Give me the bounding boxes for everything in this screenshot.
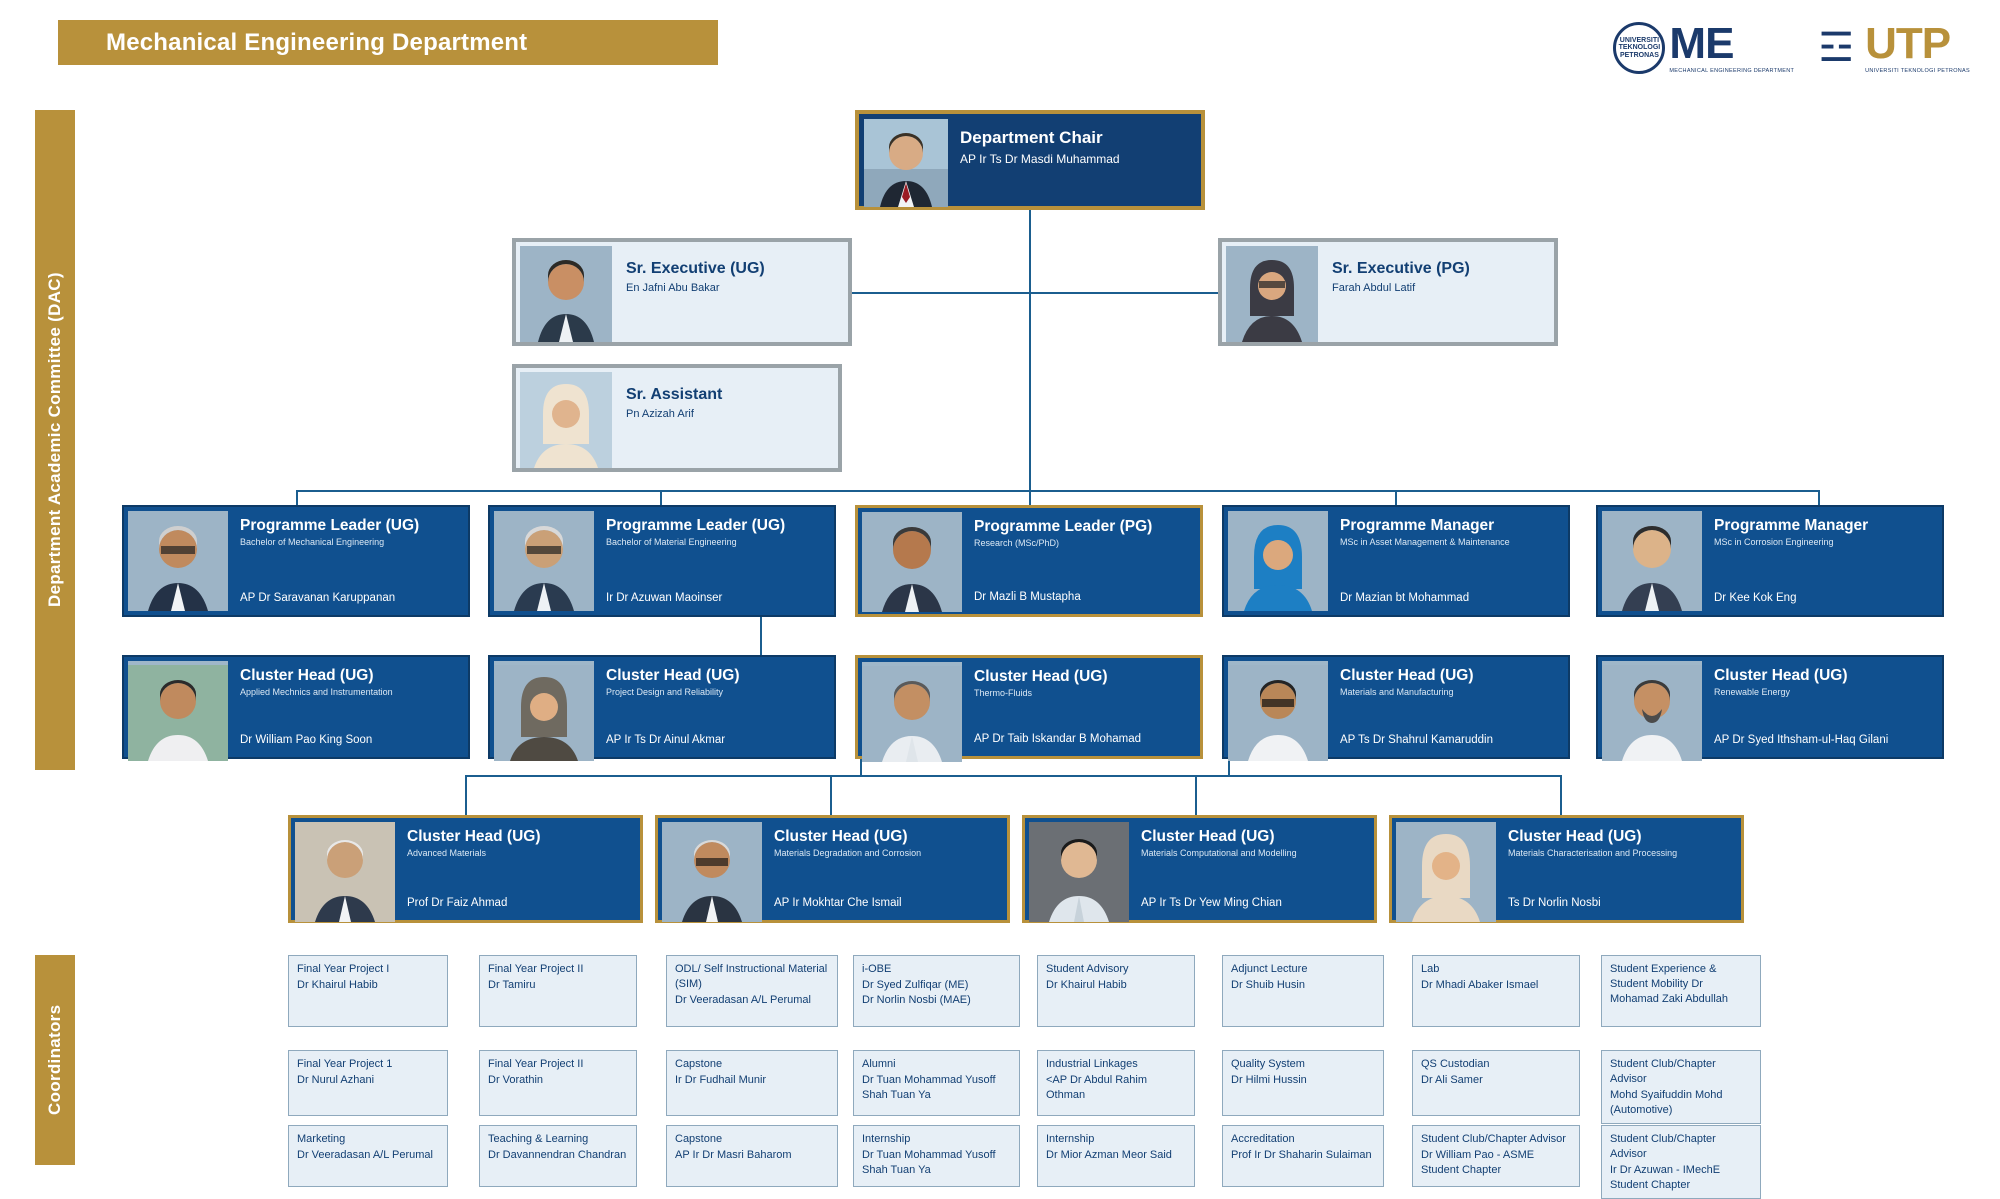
utp-logo [1812,19,1970,74]
connector-leader-1 [296,490,298,506]
card-role: Programme Leader (UG) [606,517,786,534]
connector-ch2-2 [830,775,832,815]
card-name: AP Ir Mokhtar Che Ismail [774,897,902,910]
avatar [128,511,228,611]
avatar [1228,511,1328,611]
person-photo-icon [1228,665,1328,761]
card-name: Pn Azizah Arif [626,407,694,420]
card-sr-executive-pg[interactable] [1218,238,1558,346]
connector-leader-4 [1395,490,1397,506]
card-department-chair[interactable] [855,110,1205,210]
coordinator-box[interactable] [666,1125,838,1187]
card-desc: MSc in Asset Management & Maintenance [1340,537,1510,548]
me-logo-subtitle: MECHANICAL ENGINEERING DEPARTMENT [1669,68,1795,74]
avatar [1226,246,1318,342]
card-desc: Research (MSc/PhD) [974,538,1060,549]
person-photo-icon [862,666,962,762]
coordinator-person: Dr Shuib Husin [1231,978,1305,991]
card-role: Sr. Executive (PG) [1332,260,1470,277]
connector-chair-to-row [1029,292,1031,492]
card-desc: MSc in Corrosion Engineering [1714,537,1834,548]
coordinator-title: Student Club/Chapter Advisor [1421,1133,1566,1145]
connector-chair-to-srexec-ug [852,292,1029,294]
card-desc: Applied Mechnics and Instrumentation [240,687,393,698]
coordinator-title: Capstone [675,1058,723,1070]
connector-leader-2 [660,490,662,506]
page-title: Mechanical Engineering Department [106,28,528,56]
coordinator-title: Student Club/Chapter Advisor [1610,1133,1716,1160]
card-desc: Materials and Manufacturing [1340,687,1454,698]
coordinator-person: Dr Norlin Nosbi (MAE) [862,993,971,1006]
card-programme-manager-2[interactable] [1596,505,1944,617]
card-name: Dr Mazli B Mustapha [974,591,1081,604]
person-photo-icon [1396,822,1496,922]
coordinator-person: Dr Hilmi Hussin [1231,1073,1307,1086]
utp-logo-subtitle: UNIVERSITI TEKNOLOGI PETRONAS [1865,68,1970,74]
connector-leader-5 [1818,490,1820,506]
avatar [864,119,948,207]
card-name: Farah Abdul Latif [1332,281,1416,294]
coordinator-title: Lab [1421,963,1440,975]
utp-mark-icon: ☲ [1818,26,1855,70]
person-photo-icon [862,512,962,612]
coordinator-box[interactable] [1037,1125,1195,1187]
card-name: AP Ir Ts Dr Masdi Muhammad [960,151,1120,166]
person-photo-icon [1602,511,1702,611]
person-photo-icon [520,372,612,468]
person-photo-icon [662,822,762,922]
coordinator-person: Ir Dr Fudhail Munir [675,1073,767,1086]
card-role: Cluster Head (UG) [1508,828,1642,845]
me-logo-text: ME [1669,19,1734,68]
coordinator-box[interactable] [1412,955,1580,1027]
avatar [520,246,612,342]
coordinator-title: Adjunct Lecture [1231,963,1308,975]
card-role: Programme Leader (PG) [974,518,1153,535]
person-photo-icon [1602,665,1702,761]
coordinator-title: Final Year Project I [297,963,390,975]
petronas-seal-icon [1613,22,1665,74]
coordinator-box[interactable] [853,1050,1020,1116]
coordinator-box[interactable] [1222,1050,1384,1116]
card-programme-leader-3[interactable] [855,505,1203,617]
card-role: Programme Leader (UG) [240,517,420,534]
avatar [862,512,962,612]
coordinators-banner-label: Coordinators [45,1004,64,1116]
coordinator-box[interactable] [666,955,838,1027]
person-photo-icon [128,665,228,761]
card-sr-assistant[interactable] [512,364,842,472]
coordinator-box[interactable] [1601,1125,1761,1199]
card-name: AP Ir Ts Dr Yew Ming Chian [1141,897,1282,910]
coordinator-title: Teaching & Learning [488,1133,589,1145]
coordinator-title: Accreditation [1231,1133,1295,1145]
card-desc: Bachelor of Mechanical Engineering [240,537,385,548]
avatar [1029,822,1129,922]
coordinator-box[interactable] [853,955,1020,1027]
coordinator-title: Marketing [297,1133,346,1145]
card-desc: Materials Degradation and Corrosion [774,848,922,859]
person-photo-icon [494,511,594,611]
card-role: Sr. Executive (UG) [626,260,765,277]
card-name: Dr William Pao King Soon [240,734,373,747]
coordinator-person: <AP Dr Abdul Rahim Othman [1046,1073,1147,1101]
avatar [494,661,594,761]
avatar [1602,511,1702,611]
coordinator-box[interactable] [1222,955,1384,1027]
card-role: Programme Manager [1714,517,1869,534]
person-photo-icon [520,246,612,342]
card-name: Dr Mazian bt Mohammad [1340,592,1470,605]
card-cluster-head-1[interactable] [122,655,470,759]
card-cluster-head-7[interactable] [655,815,1010,923]
coordinator-title: Industrial Linkages [1046,1058,1138,1070]
avatar [662,822,762,922]
coordinator-person: Dr Khairul Habib [1046,978,1127,991]
card-name: Ts Dr Norlin Nosbi [1508,897,1601,910]
coordinator-title: Alumni [862,1058,896,1070]
card-cluster-head-8[interactable] [1022,815,1377,923]
coordinator-person: Dr Ali Samer [1421,1073,1483,1086]
connector-chair-to-srexec-pg [1029,292,1218,294]
coordinator-box[interactable] [288,955,448,1027]
avatar [1396,822,1496,922]
coordinator-title: Internship [1046,1133,1095,1145]
dac-banner-label: Department Academic Committee (DAC) [45,272,64,608]
card-role: Cluster Head (UG) [407,828,541,845]
connector-pl2-to-ch [760,617,762,657]
card-role: Cluster Head (UG) [606,667,740,684]
card-name: AP Ir Ts Dr Ainul Akmar [606,734,726,747]
coordinator-box[interactable] [666,1050,838,1116]
coordinator-person: Dr Veeradasan A/L Perumal [297,1148,433,1161]
coordinator-title: ODL/ Self Instructional Material (SIM) [675,963,828,990]
coordinator-box[interactable] [1412,1050,1580,1116]
card-name: AP Ts Dr Shahrul Kamaruddin [1340,734,1493,747]
card-programme-leader-1[interactable] [122,505,470,617]
connector-ch2-1 [465,775,467,815]
coordinator-box[interactable] [1037,1050,1195,1116]
connector-ch2-4 [1560,775,1562,815]
connector-ch-down-b [1228,759,1230,775]
coordinator-person: Dr Tuan Mohammad Yusoff Shah Tuan Ya [862,1148,996,1176]
coordinator-person: Prof Ir Dr Shaharin Sulaiman [1231,1148,1372,1161]
card-desc: Project Design and Reliability [606,687,724,698]
person-photo-icon [494,665,594,761]
coordinator-title: Final Year Project II [488,1058,584,1070]
connector-leader-3 [1029,490,1031,506]
card-name: Prof Dr Faiz Ahmad [407,897,508,910]
card-desc: Thermo-Fluids [974,688,1033,699]
page-title-bar [58,20,718,65]
coordinator-box[interactable] [1601,955,1761,1027]
coordinator-person: Dr William Pao - ASME Student Chapter [1421,1148,1535,1176]
card-role: Department Chair [960,128,1103,147]
card-role: Cluster Head (UG) [1141,828,1275,845]
card-desc: Bachelor of Material Engineering [606,537,737,548]
coordinator-title: Final Year Project 1 [297,1058,393,1070]
coordinator-person: Dr Mior Azman Meor Said [1046,1148,1172,1161]
coordinator-box[interactable] [479,955,637,1027]
coordinator-box[interactable] [1412,1125,1580,1187]
card-role: Cluster Head (UG) [240,667,374,684]
coordinator-person: Dr Tuan Mohammad Yusoff Shah Tuan Ya [862,1073,996,1101]
coordinator-person: Dr Veeradasan A/L Perumal [675,993,811,1006]
card-sr-executive-ug[interactable] [512,238,852,346]
avatar [295,822,395,922]
coordinator-title: i-OBE [862,963,892,975]
coordinator-title: Student Club/Chapter Advisor [1610,1058,1716,1085]
coordinator-title: Internship [862,1133,911,1145]
logo-group [1613,19,1970,74]
avatar [128,661,228,761]
connector-ch2-bus [465,775,1560,777]
coordinator-box[interactable] [479,1125,637,1187]
avatar [862,662,962,762]
card-cluster-head-4[interactable] [1222,655,1570,759]
person-photo-icon [864,119,948,207]
card-desc: Advanced Materials [407,848,487,859]
coordinator-title: Student Experience & Student Mobility Dr Mohamad Zaki Abdullah [1610,963,1729,1005]
coordinator-person: Dr Vorathin [488,1073,544,1086]
coordinators-banner [35,955,75,1165]
me-logo [1613,19,1795,74]
coordinator-person: Dr Nurul Azhani [297,1073,375,1086]
card-cluster-head-9[interactable] [1389,815,1744,923]
coordinator-box[interactable] [288,1050,448,1116]
utp-logo-text: UTP [1865,19,1951,68]
coordinator-title: Student Advisory [1046,963,1129,975]
coordinator-title: Quality System [1231,1058,1305,1070]
coordinator-person: Dr Mhadi Abaker Ismael [1421,978,1539,991]
card-name: AP Dr Taib Iskandar B Mohamad [974,733,1142,746]
coordinator-person: AP Ir Dr Masri Baharom [675,1148,792,1161]
card-name: En Jafni Abu Bakar [626,281,720,294]
coordinator-title: QS Custodian [1421,1058,1490,1070]
coordinator-box[interactable] [288,1125,448,1187]
card-role: Cluster Head (UG) [774,828,908,845]
card-desc: Materials Computational and Modelling [1141,848,1297,859]
person-photo-icon [1228,511,1328,611]
card-cluster-head-6[interactable] [288,815,643,923]
coordinator-box[interactable] [1037,955,1195,1027]
person-photo-icon [1029,822,1129,922]
card-role: Programme Manager [1340,517,1495,534]
me-seal-text: UNIVERSITI TEKNOLOGI PETRONAS [1618,36,1661,59]
card-role: Cluster Head (UG) [1340,667,1474,684]
card-name: AP Dr Syed Ithsham-ul-Haq Gilani [1714,734,1889,747]
coordinator-title: Final Year Project II [488,963,584,975]
person-photo-icon [295,822,395,922]
connector-ch2-3 [1195,775,1197,815]
avatar [1602,661,1702,761]
coordinator-person: Dr Tamiru [488,978,536,991]
card-name: AP Dr Saravanan Karuppanan [240,592,396,605]
coordinator-box[interactable] [1601,1050,1761,1124]
card-cluster-head-5[interactable] [1596,655,1944,759]
card-cluster-head-2[interactable] [488,655,836,759]
coordinator-box[interactable] [853,1125,1020,1187]
card-programme-manager-1[interactable] [1222,505,1570,617]
coordinator-person: Mohd Syaifuddin Mohd (Automotive) [1610,1088,1723,1116]
person-photo-icon [1226,246,1318,342]
coordinator-person: Dr Davannendran Chandran [488,1148,627,1161]
coordinator-box[interactable] [1222,1125,1384,1187]
avatar [494,511,594,611]
card-programme-leader-2[interactable] [488,505,836,617]
avatar [1228,661,1328,761]
card-role: Cluster Head (UG) [1714,667,1848,684]
connector-chair-down [1029,210,1031,294]
coordinator-title: Capstone [675,1133,723,1145]
coordinator-box[interactable] [479,1050,637,1116]
card-cluster-head-3[interactable] [855,655,1203,759]
card-role: Sr. Assistant [626,386,723,403]
coordinator-person: Dr Khairul Habib [297,978,378,991]
person-photo-icon [128,511,228,611]
coordinator-person: Ir Dr Azuwan - IMechE Student Chapter [1610,1163,1721,1191]
avatar [520,372,612,468]
card-name: Ir Dr Azuwan Maoinser [606,592,723,605]
dac-banner [35,110,75,770]
card-desc: Renewable Energy [1714,687,1791,698]
coordinator-person: Dr Syed Zulfiqar (ME) [862,978,969,991]
connector-leader-bus [296,490,1818,492]
card-role: Cluster Head (UG) [974,668,1108,685]
card-desc: Materials Characterisation and Processing [1508,848,1678,859]
card-name: Dr Kee Kok Eng [1714,592,1797,605]
